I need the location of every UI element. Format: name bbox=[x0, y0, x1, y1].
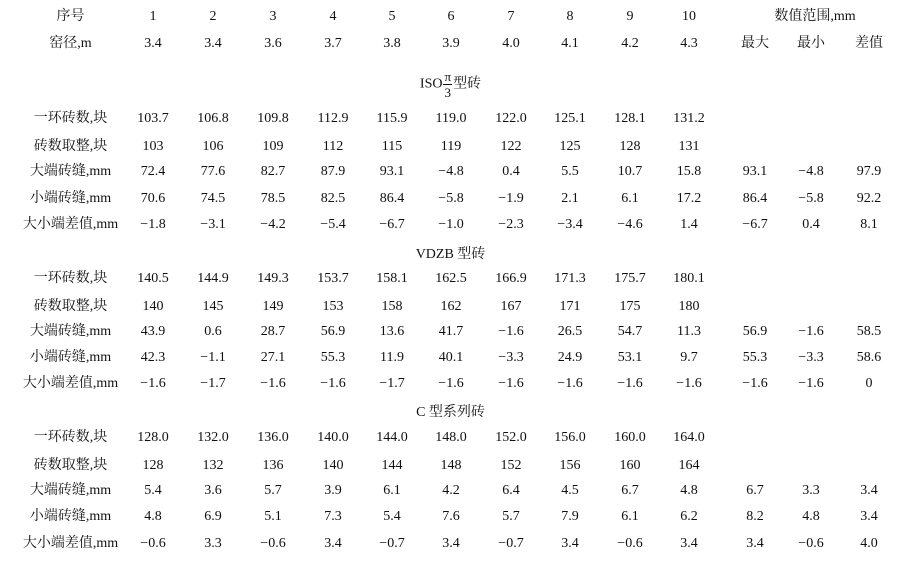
range-max-cell bbox=[728, 136, 782, 158]
range-diff-cell: 3.4 bbox=[860, 509, 878, 524]
range-max-cell: 3.4 bbox=[746, 536, 764, 551]
range-diff-cell: 0 bbox=[865, 376, 873, 391]
table-cell: 0.4 bbox=[502, 164, 520, 179]
table-cell: 11.3 bbox=[677, 324, 701, 339]
row-label: 一环砖数,块 bbox=[33, 111, 108, 126]
table-cell: 175 bbox=[619, 299, 641, 314]
table-cell: 166.9 bbox=[495, 271, 527, 286]
row-label: 小端砖缝,mm bbox=[29, 509, 112, 524]
col-2: 2 bbox=[209, 9, 217, 24]
range-max-cell: 93.1 bbox=[742, 164, 768, 179]
table-cell: −3.1 bbox=[200, 217, 226, 232]
table-row bbox=[0, 188, 901, 210]
range-min-cell: 3.3 bbox=[802, 483, 820, 498]
table-cell: 106 bbox=[202, 139, 224, 154]
range-diff-cell bbox=[842, 268, 896, 290]
table-row bbox=[0, 506, 901, 528]
table-row bbox=[0, 321, 901, 343]
range-min-cell: −3.3 bbox=[798, 350, 824, 365]
table-cell: −0.6 bbox=[260, 536, 286, 551]
table-cell: −4.2 bbox=[260, 217, 286, 232]
table-cell: 180 bbox=[678, 299, 700, 314]
table-cell: −1.7 bbox=[200, 376, 226, 391]
table-cell: 28.7 bbox=[260, 324, 286, 339]
table-cell: 171.3 bbox=[554, 271, 586, 286]
row-label: 砖数取整,块 bbox=[33, 458, 108, 473]
section-title-iso bbox=[0, 69, 901, 100]
table-cell: 56.9 bbox=[320, 324, 346, 339]
table-cell: 103.7 bbox=[137, 111, 169, 126]
range-diff-cell: 97.9 bbox=[856, 164, 882, 179]
row-label: 大端砖缝,mm bbox=[29, 483, 112, 498]
table-cell: 26.5 bbox=[557, 324, 583, 339]
table-cell: 3.3 bbox=[204, 536, 222, 551]
table-cell: 2.1 bbox=[561, 191, 579, 206]
table-cell: 145 bbox=[202, 299, 224, 314]
row-label: 大小端差值,mm bbox=[22, 376, 119, 391]
col-6: 6 bbox=[447, 9, 455, 24]
kiln-value: 3.6 bbox=[264, 36, 282, 51]
kiln-value: 3.7 bbox=[324, 36, 342, 51]
table-cell: 6.7 bbox=[621, 483, 639, 498]
row-label: 大小端差值,mm bbox=[22, 536, 119, 551]
table-cell: 3.9 bbox=[324, 483, 342, 498]
table-cell: 86.4 bbox=[379, 191, 405, 206]
table-cell: 41.7 bbox=[438, 324, 464, 339]
table-cell: −0.7 bbox=[379, 536, 405, 551]
table-cell: 128.0 bbox=[137, 430, 169, 445]
range-diff-header: 差值 bbox=[855, 36, 883, 51]
range-min-cell: −4.8 bbox=[798, 164, 824, 179]
table-cell: 78.5 bbox=[260, 191, 286, 206]
range-diff-cell: 58.6 bbox=[856, 350, 882, 365]
range-max-cell: 56.9 bbox=[742, 324, 768, 339]
range-min-cell: −1.6 bbox=[798, 324, 824, 339]
table-cell: 55.3 bbox=[320, 350, 346, 365]
table-row bbox=[0, 268, 901, 290]
table-cell: 87.9 bbox=[320, 164, 346, 179]
col-4: 4 bbox=[329, 9, 337, 24]
table-cell: 109 bbox=[262, 139, 284, 154]
table-cell: 77.6 bbox=[200, 164, 226, 179]
table-cell: 53.1 bbox=[617, 350, 643, 365]
table-cell: 6.1 bbox=[621, 191, 639, 206]
table-cell: −3.4 bbox=[557, 217, 583, 232]
row-label: 一环砖数,块 bbox=[33, 430, 108, 445]
kiln-value: 4.2 bbox=[621, 36, 639, 51]
table-cell: 167 bbox=[500, 299, 522, 314]
range-max-cell: −6.7 bbox=[742, 217, 768, 232]
kiln-value: 4.0 bbox=[502, 36, 520, 51]
row-label: 砖数取整,块 bbox=[33, 299, 108, 314]
table-cell: 122.0 bbox=[495, 111, 527, 126]
range-min-cell bbox=[784, 296, 838, 318]
table-cell: 128 bbox=[142, 458, 164, 473]
range-max-cell: 55.3 bbox=[742, 350, 768, 365]
kiln-value: 3.8 bbox=[383, 36, 401, 51]
range-max-cell bbox=[728, 268, 782, 290]
table-cell: −1.6 bbox=[617, 376, 643, 391]
table-cell: 128 bbox=[619, 139, 641, 154]
table-cell: 164 bbox=[678, 458, 700, 473]
table-cell: 148.0 bbox=[435, 430, 467, 445]
range-diff-cell: 8.1 bbox=[860, 217, 878, 232]
col-10: 10 bbox=[682, 9, 696, 24]
table-cell: 4.8 bbox=[144, 509, 162, 524]
col-9: 9 bbox=[626, 9, 634, 24]
table-cell: 149.3 bbox=[257, 271, 289, 286]
range-diff-cell bbox=[842, 296, 896, 318]
table-cell: 125 bbox=[559, 139, 581, 154]
table-cell: 156 bbox=[559, 458, 581, 473]
header-row-index bbox=[0, 6, 901, 28]
table-cell: −1.6 bbox=[320, 376, 346, 391]
table-cell: 1.4 bbox=[680, 217, 698, 232]
table-row bbox=[0, 136, 901, 158]
table-cell: 0.6 bbox=[204, 324, 222, 339]
table-cell: 149 bbox=[262, 299, 284, 314]
table-cell: −1.6 bbox=[260, 376, 286, 391]
table-cell: −5.8 bbox=[438, 191, 464, 206]
table-cell: 5.4 bbox=[383, 509, 401, 524]
table-cell: 6.9 bbox=[204, 509, 222, 524]
row-label: 小端砖缝,mm bbox=[29, 350, 112, 365]
table-cell: −1.9 bbox=[498, 191, 524, 206]
table-cell: 144.9 bbox=[197, 271, 229, 286]
table-cell: 70.6 bbox=[140, 191, 166, 206]
table-cell: 115 bbox=[381, 139, 403, 154]
table-cell: −4.8 bbox=[438, 164, 464, 179]
table-cell: 13.6 bbox=[379, 324, 405, 339]
range-max-cell bbox=[728, 296, 782, 318]
table-cell: 136 bbox=[262, 458, 284, 473]
table-cell: 6.1 bbox=[621, 509, 639, 524]
table-cell: 156.0 bbox=[554, 430, 586, 445]
table-cell: 158.1 bbox=[376, 271, 408, 286]
table-cell: 175.7 bbox=[614, 271, 646, 286]
table-cell: 131.2 bbox=[673, 111, 705, 126]
table-cell: −1.6 bbox=[438, 376, 464, 391]
table-cell: −1.0 bbox=[438, 217, 464, 232]
table-cell: 119.0 bbox=[435, 111, 467, 126]
table-cell: −1.7 bbox=[379, 376, 405, 391]
table-cell: 158 bbox=[381, 299, 403, 314]
table-cell: 144 bbox=[381, 458, 403, 473]
table-cell: −1.6 bbox=[498, 376, 524, 391]
fraction-denominator: 3 bbox=[444, 85, 452, 100]
table-cell: 144.0 bbox=[376, 430, 408, 445]
range-header: 数值范围,mm bbox=[774, 9, 856, 24]
table-cell: −0.6 bbox=[617, 536, 643, 551]
table-cell: 160.0 bbox=[614, 430, 646, 445]
table-cell: 164.0 bbox=[673, 430, 705, 445]
range-min-cell: −0.6 bbox=[798, 536, 824, 551]
range-max-header: 最大 bbox=[741, 36, 769, 51]
table-cell: −5.4 bbox=[320, 217, 346, 232]
table-cell: −1.6 bbox=[498, 324, 524, 339]
table-cell: 3.4 bbox=[680, 536, 698, 551]
table-cell: 7.9 bbox=[561, 509, 579, 524]
table-cell: −6.7 bbox=[379, 217, 405, 232]
kiln-value: 4.3 bbox=[680, 36, 698, 51]
table-cell: 3.4 bbox=[324, 536, 342, 551]
table-cell: 6.1 bbox=[383, 483, 401, 498]
range-diff-cell: 4.0 bbox=[860, 536, 878, 551]
table-cell: 5.7 bbox=[502, 509, 520, 524]
range-min-cell: 4.8 bbox=[802, 509, 820, 524]
range-min-cell: −1.6 bbox=[798, 376, 824, 391]
table-cell: 24.9 bbox=[557, 350, 583, 365]
table-cell: 7.6 bbox=[442, 509, 460, 524]
kiln-value: 3.9 bbox=[442, 36, 460, 51]
table-cell: 3.6 bbox=[204, 483, 222, 498]
table-row bbox=[0, 480, 901, 502]
table-cell: −1.8 bbox=[140, 217, 166, 232]
table-cell: −1.6 bbox=[140, 376, 166, 391]
section-title-suffix: 型砖 bbox=[453, 76, 482, 92]
table-cell: 132 bbox=[202, 458, 224, 473]
table-cell: 119 bbox=[440, 139, 462, 154]
range-max-cell: 86.4 bbox=[742, 191, 768, 206]
table-cell: 93.1 bbox=[379, 164, 405, 179]
pi-over-3-fraction bbox=[443, 70, 452, 99]
table-cell: 5.7 bbox=[264, 483, 282, 498]
range-max-cell bbox=[728, 455, 782, 477]
range-min-header: 最小 bbox=[797, 36, 825, 51]
table-cell: 82.7 bbox=[260, 164, 286, 179]
col-8: 8 bbox=[566, 9, 574, 24]
section-title-vdzb: VDZB 型砖 bbox=[415, 247, 486, 262]
table-cell: 132.0 bbox=[197, 430, 229, 445]
range-diff-cell: 3.4 bbox=[860, 483, 878, 498]
table-cell: −1.6 bbox=[676, 376, 702, 391]
table-cell: 112.9 bbox=[317, 111, 349, 126]
range-max-cell: −1.6 bbox=[742, 376, 768, 391]
table-row bbox=[0, 373, 901, 395]
table-cell: 136.0 bbox=[257, 430, 289, 445]
range-diff-cell bbox=[842, 108, 896, 130]
table-cell: 103 bbox=[142, 139, 164, 154]
table-row bbox=[0, 296, 901, 318]
table-cell: 3.4 bbox=[561, 536, 579, 551]
range-diff-cell: 58.5 bbox=[856, 324, 882, 339]
header-index-label: 序号 bbox=[56, 9, 85, 24]
table-cell: 112 bbox=[322, 139, 344, 154]
table-cell: 17.2 bbox=[676, 191, 702, 206]
range-min-cell: −5.8 bbox=[798, 191, 824, 206]
table-cell: 106.8 bbox=[197, 111, 229, 126]
table-row bbox=[0, 347, 901, 369]
table-cell: 160 bbox=[619, 458, 641, 473]
table-cell: −1.6 bbox=[557, 376, 583, 391]
table-row bbox=[0, 214, 901, 236]
kiln-value: 4.1 bbox=[561, 36, 579, 51]
table-cell: 4.5 bbox=[561, 483, 579, 498]
table-cell: −2.3 bbox=[498, 217, 524, 232]
fraction-numerator: π bbox=[444, 69, 452, 84]
table-cell: 9.7 bbox=[680, 350, 698, 365]
table-cell: 15.8 bbox=[676, 164, 702, 179]
range-diff-cell bbox=[842, 136, 896, 158]
row-label: 砖数取整,块 bbox=[33, 139, 108, 154]
section-title-prefix: ISO bbox=[419, 76, 443, 92]
table-cell: 4.2 bbox=[442, 483, 460, 498]
table-cell: 140 bbox=[322, 458, 344, 473]
table-cell: 131 bbox=[678, 139, 700, 154]
table-cell: −3.3 bbox=[498, 350, 524, 365]
table-cell: 140.5 bbox=[137, 271, 169, 286]
table-cell: 5.1 bbox=[264, 509, 282, 524]
range-diff-cell: 92.2 bbox=[856, 191, 882, 206]
table-cell: 42.3 bbox=[140, 350, 166, 365]
table-row bbox=[0, 533, 901, 555]
table-cell: 82.5 bbox=[320, 191, 346, 206]
table-cell: 4.8 bbox=[680, 483, 698, 498]
table-cell: 180.1 bbox=[673, 271, 705, 286]
row-label: 一环砖数,块 bbox=[33, 271, 108, 286]
col-3: 3 bbox=[269, 9, 277, 24]
table-cell: 10.7 bbox=[617, 164, 643, 179]
row-label: 大端砖缝,mm bbox=[29, 164, 112, 179]
range-min-cell bbox=[784, 268, 838, 290]
table-cell: 40.1 bbox=[438, 350, 464, 365]
range-diff-cell bbox=[842, 427, 896, 449]
section-title-c-series: C 型系列砖 bbox=[416, 405, 485, 420]
table-cell: 54.7 bbox=[617, 324, 643, 339]
table-cell: −1.1 bbox=[200, 350, 226, 365]
table-cell: 148 bbox=[440, 458, 462, 473]
table-cell: 72.4 bbox=[140, 164, 166, 179]
table-cell: 171 bbox=[559, 299, 581, 314]
table-cell: 109.8 bbox=[257, 111, 289, 126]
table-cell: 162 bbox=[440, 299, 462, 314]
table-cell: 122 bbox=[500, 139, 522, 154]
kiln-value: 3.4 bbox=[204, 36, 222, 51]
row-label: 大小端差值,mm bbox=[22, 217, 119, 232]
header-row-kiln bbox=[0, 33, 901, 55]
table-cell: 11.9 bbox=[380, 350, 404, 365]
col-1: 1 bbox=[149, 9, 157, 24]
table-cell: −4.6 bbox=[617, 217, 643, 232]
range-max-cell bbox=[728, 427, 782, 449]
range-min-cell bbox=[784, 108, 838, 130]
kiln-value: 3.4 bbox=[144, 36, 162, 51]
range-min-cell: 0.4 bbox=[802, 217, 820, 232]
table-cell: 162.5 bbox=[435, 271, 467, 286]
table-cell: 153 bbox=[322, 299, 344, 314]
range-max-cell: 6.7 bbox=[746, 483, 764, 498]
range-min-cell bbox=[784, 455, 838, 477]
col-5: 5 bbox=[388, 9, 396, 24]
table-cell: 153.7 bbox=[317, 271, 349, 286]
table-row bbox=[0, 455, 901, 477]
table-cell: 7.3 bbox=[324, 509, 342, 524]
range-max-cell bbox=[728, 108, 782, 130]
table-cell: 3.4 bbox=[442, 536, 460, 551]
table-row bbox=[0, 427, 901, 449]
table-cell: 27.1 bbox=[260, 350, 286, 365]
range-min-cell bbox=[784, 136, 838, 158]
table-cell: 74.5 bbox=[200, 191, 226, 206]
kiln-diameter-label: 窑径,m bbox=[49, 36, 92, 51]
table-cell: −0.6 bbox=[140, 536, 166, 551]
table-cell: −0.7 bbox=[498, 536, 524, 551]
table-cell: 128.1 bbox=[614, 111, 646, 126]
range-diff-cell bbox=[842, 455, 896, 477]
table-cell: 125.1 bbox=[554, 111, 586, 126]
table-row bbox=[0, 108, 901, 130]
table-cell: 140 bbox=[142, 299, 164, 314]
table-cell: 5.4 bbox=[144, 483, 162, 498]
table-cell: 152.0 bbox=[495, 430, 527, 445]
table-cell: 5.5 bbox=[561, 164, 579, 179]
table-row bbox=[0, 161, 901, 183]
table-cell: 6.2 bbox=[680, 509, 698, 524]
row-label: 小端砖缝,mm bbox=[29, 191, 112, 206]
range-max-cell: 8.2 bbox=[746, 509, 764, 524]
row-label: 大端砖缝,mm bbox=[29, 324, 112, 339]
table-cell: 43.9 bbox=[140, 324, 166, 339]
table-cell: 152 bbox=[500, 458, 522, 473]
range-min-cell bbox=[784, 427, 838, 449]
table-cell: 6.4 bbox=[502, 483, 520, 498]
table-cell: 140.0 bbox=[317, 430, 349, 445]
table-cell: 115.9 bbox=[376, 111, 408, 126]
col-7: 7 bbox=[507, 9, 515, 24]
